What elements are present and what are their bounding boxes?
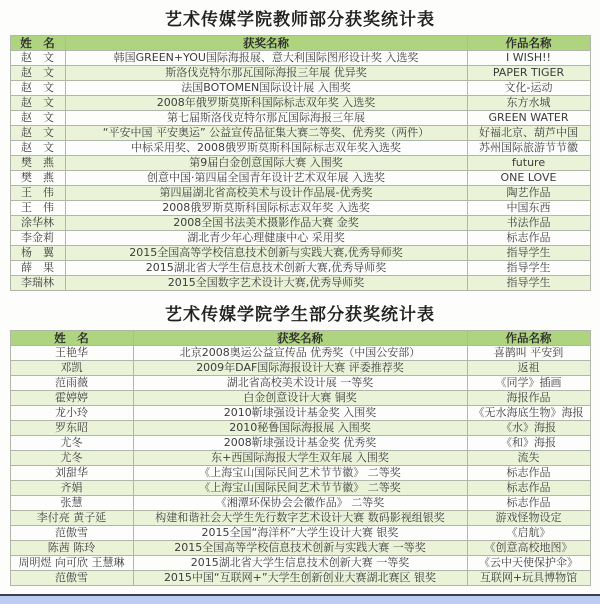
table-cell: 标志作品 <box>467 496 590 511</box>
table-row <box>10 556 590 571</box>
table-cell: 2015全国数字艺术设计大赛,优秀导师奖 <box>65 276 467 291</box>
table-cell: 范傲雪 <box>10 571 133 586</box>
table-cell: 涂华林 <box>10 216 65 231</box>
table-cell: 斯洛伐克特尔那瓦国际海报三年展 优异奖 <box>65 66 467 81</box>
table-row <box>10 511 590 526</box>
table-cell: 《创意高校地图》 <box>467 541 590 556</box>
table-cell: 2015全国“海洋杯”大学生设计大赛 银奖 <box>133 526 467 541</box>
table-cell: “平安中国 平安奥运” 公益宣传品征集大赛二等奖、优秀奖（两件） <box>65 126 467 141</box>
table-row <box>10 111 590 126</box>
table-cell: 赵 文 <box>10 81 65 96</box>
table-row <box>10 481 590 496</box>
table-cell: 周明煜 向可欣 王慧琳 <box>10 556 133 571</box>
header-row <box>10 331 590 346</box>
table-cell: 东方水城 <box>467 96 590 111</box>
teacher-awards-table <box>10 35 591 291</box>
table-cell: 海报作品 <box>467 391 590 406</box>
column-header-name: 姓 名 <box>10 331 133 346</box>
table-row <box>10 156 590 171</box>
table-cell: 构建和谐社会大学生先行数字艺术设计大赛 数码影视组银奖 <box>133 511 467 526</box>
table-cell: 2015全国高等学校信息技术创新与实践大赛 一等奖 <box>133 541 467 556</box>
table-cell: 第四届湖北省高校美术与设计作品展-优秀奖 <box>65 186 467 201</box>
table-row <box>10 246 590 261</box>
column-header-work: 作品名称 <box>467 331 590 346</box>
table-row <box>10 346 590 361</box>
table-cell: 北京2008奥运公益宣传品 优秀奖（中国公安部） <box>133 346 467 361</box>
table-cell: 标志作品 <box>467 481 590 496</box>
table-cell: 《云中天使保护伞》 <box>467 556 590 571</box>
table-cell: I WISH!! <box>467 51 590 66</box>
table-cell: 范傲雪 <box>10 526 133 541</box>
column-header-award: 获奖名称 <box>65 36 467 51</box>
table-row <box>10 466 590 481</box>
table-cell: 李付亮 黄子延 <box>10 511 133 526</box>
table-cell: 陶艺作品 <box>467 186 590 201</box>
table-cell: 中标采用奖、2008俄罗斯莫斯科国际标志双年奖入选奖 <box>65 141 467 156</box>
table-cell: 赵 文 <box>10 126 65 141</box>
table-cell: 白金创意设计大赛 铜奖 <box>133 391 467 406</box>
table-cell: 赵 文 <box>10 96 65 111</box>
table-cell: 《湘潭环保协会会徽作品》 二等奖 <box>133 496 467 511</box>
table-cell: 《上海宝山国际民间艺术节节徽》 二等奖 <box>133 466 467 481</box>
table-cell: 《上海宝山国际民间艺术节节徽》 二等奖 <box>133 481 467 496</box>
table-cell: 2010秘鲁国际海报展 入围奖 <box>133 421 467 436</box>
table-cell: 返祖 <box>467 361 590 376</box>
table-row <box>10 421 590 436</box>
table-row <box>10 276 590 291</box>
table-cell: 标志作品 <box>467 466 590 481</box>
table-cell: 第七届斯洛伐克特尔那瓦国际海报三年展 <box>65 111 467 126</box>
table-cell: 2010靳埭强设计基金奖 入围奖 <box>133 406 467 421</box>
table-cell: 2015湖北省大学生信息技术创新大赛,优秀导师奖 <box>65 261 467 276</box>
table-cell: 赵 文 <box>10 111 65 126</box>
table-row <box>10 376 590 391</box>
table-cell: 《启航》 <box>467 526 590 541</box>
table-row <box>10 391 590 406</box>
table-cell: future <box>467 156 590 171</box>
table-row <box>10 201 590 216</box>
table-row <box>10 51 590 66</box>
table-row <box>10 496 590 511</box>
table-cell: 2015中国“互联网+”大学生创新创业大赛湖北赛区 银奖 <box>133 571 467 586</box>
header-row <box>10 36 590 51</box>
table-row <box>10 186 590 201</box>
table-cell: 东+西国际海报大学生双年展 入围奖 <box>133 451 467 466</box>
table-cell: 创意中国·第四届全国青年设计艺术双年展 入选奖 <box>65 171 467 186</box>
table-cell: 2008全国书法美术摄影作品大赛 金奖 <box>65 216 467 231</box>
table-cell: 霍婷婷 <box>10 391 133 406</box>
table-cell: GREEN WATER <box>467 111 590 126</box>
table-row <box>10 96 590 111</box>
table-row <box>10 451 590 466</box>
table-row <box>10 66 590 81</box>
table-cell: 标志作品 <box>467 231 590 246</box>
table-cell: 刘甜华 <box>10 466 133 481</box>
table-row <box>10 571 590 586</box>
table-cell: 书法作品 <box>467 216 590 231</box>
table-cell: 李金莉 <box>10 231 65 246</box>
table-cell: 流失 <box>467 451 590 466</box>
table-cell: 指导学生 <box>467 246 590 261</box>
table-cell: 中国东西 <box>467 201 590 216</box>
table-cell: 王 伟 <box>10 186 65 201</box>
table-row <box>10 171 590 186</box>
table-cell: ONE LOVE <box>467 171 590 186</box>
table-cell: 龙小玲 <box>10 406 133 421</box>
table-cell: 游戏怪物设定 <box>467 511 590 526</box>
table-cell: 2008年俄罗斯莫斯科国际标志双年奖 入选奖 <box>65 96 467 111</box>
table-row <box>10 81 590 96</box>
table-cell: 互联网+玩具博物馆 <box>467 571 590 586</box>
table-row <box>10 526 590 541</box>
table-row <box>10 406 590 421</box>
table-cell: 指导学生 <box>467 261 590 276</box>
table-cell: 《无水海底生物》海报 <box>467 406 590 421</box>
table-cell: 喜鹊叫 平安到 <box>467 346 590 361</box>
table-row <box>10 541 590 556</box>
table-cell: 2008靳埭强设计基金奖 优秀奖 <box>133 436 467 451</box>
column-header-work: 作品名称 <box>467 36 590 51</box>
table-cell: 尤冬 <box>10 436 133 451</box>
table-cell: 苏州国际旅游节节徽 <box>467 141 590 156</box>
table-cell: 李瑞林 <box>10 276 65 291</box>
table-cell: 尤冬 <box>10 451 133 466</box>
column-header-award: 获奖名称 <box>133 331 467 346</box>
table-row <box>10 261 590 276</box>
table-cell: 邓凯 <box>10 361 133 376</box>
table-cell: 赵 文 <box>10 51 65 66</box>
table-row <box>10 361 590 376</box>
table-cell: 罗东昭 <box>10 421 133 436</box>
table-cell: 王 伟 <box>10 201 65 216</box>
table-cell: PAPER TIGER <box>467 66 590 81</box>
table-cell: 王艳华 <box>10 346 133 361</box>
table-cell: 2015湖北省大学生信息技术创新大赛 一等奖 <box>133 556 467 571</box>
table-cell: 2015全国高等学校信息技术创新与实践大赛,优秀导师奖 <box>65 246 467 261</box>
table-row <box>10 231 590 246</box>
table-cell: 第9届白金创意国际大赛 入围奖 <box>65 156 467 171</box>
table-cell: 2009年DAF国际海报设计大赛 评委推荐奖 <box>133 361 467 376</box>
window-edge-bar <box>0 594 600 604</box>
table-row <box>10 436 590 451</box>
table-cell: 2008俄罗斯莫斯科国际标志双年奖 入选奖 <box>65 201 467 216</box>
table-cell: 法国BOTOMEN国际设计展 入围奖 <box>65 81 467 96</box>
table-cell: 韩国GREEN+YOU国际海报展、意大利国际图形设计奖 入选奖 <box>65 51 467 66</box>
student-awards-table <box>10 330 591 586</box>
teacher-table-title: 艺术传媒学院教师部分获奖统计表 <box>165 10 435 30</box>
student-table-title: 艺术传媒学院学生部分获奖统计表 <box>165 305 435 325</box>
table-cell: 湖北省高校美术设计展 一等奖 <box>133 376 467 391</box>
table-cell: 赵 文 <box>10 66 65 81</box>
table-cell: 《同学》插画 <box>467 376 590 391</box>
table-cell: 薛 果 <box>10 261 65 276</box>
table-row <box>10 126 590 141</box>
table-row <box>10 141 590 156</box>
table-cell: 湖北青少年心理健康中心 采用奖 <box>65 231 467 246</box>
table-cell: 范雨薇 <box>10 376 133 391</box>
table-cell: 杨 翼 <box>10 246 65 261</box>
table-cell: 指导学生 <box>467 276 590 291</box>
table-cell: 樊 燕 <box>10 156 65 171</box>
table-cell: 樊 燕 <box>10 171 65 186</box>
table-cell: 齐娟 <box>10 481 133 496</box>
table-cell: 赵 文 <box>10 141 65 156</box>
table-cell: 陈茜 陈玲 <box>10 541 133 556</box>
table-cell: 张慧 <box>10 496 133 511</box>
table-cell: 《水》海报 <box>467 421 590 436</box>
table-cell: 《和》海报 <box>467 436 590 451</box>
table-row <box>10 216 590 231</box>
table-cell: 好福北京、葫芦中国 <box>467 126 590 141</box>
column-header-name: 姓 名 <box>10 36 65 51</box>
table-cell: 文化-运动 <box>467 81 590 96</box>
